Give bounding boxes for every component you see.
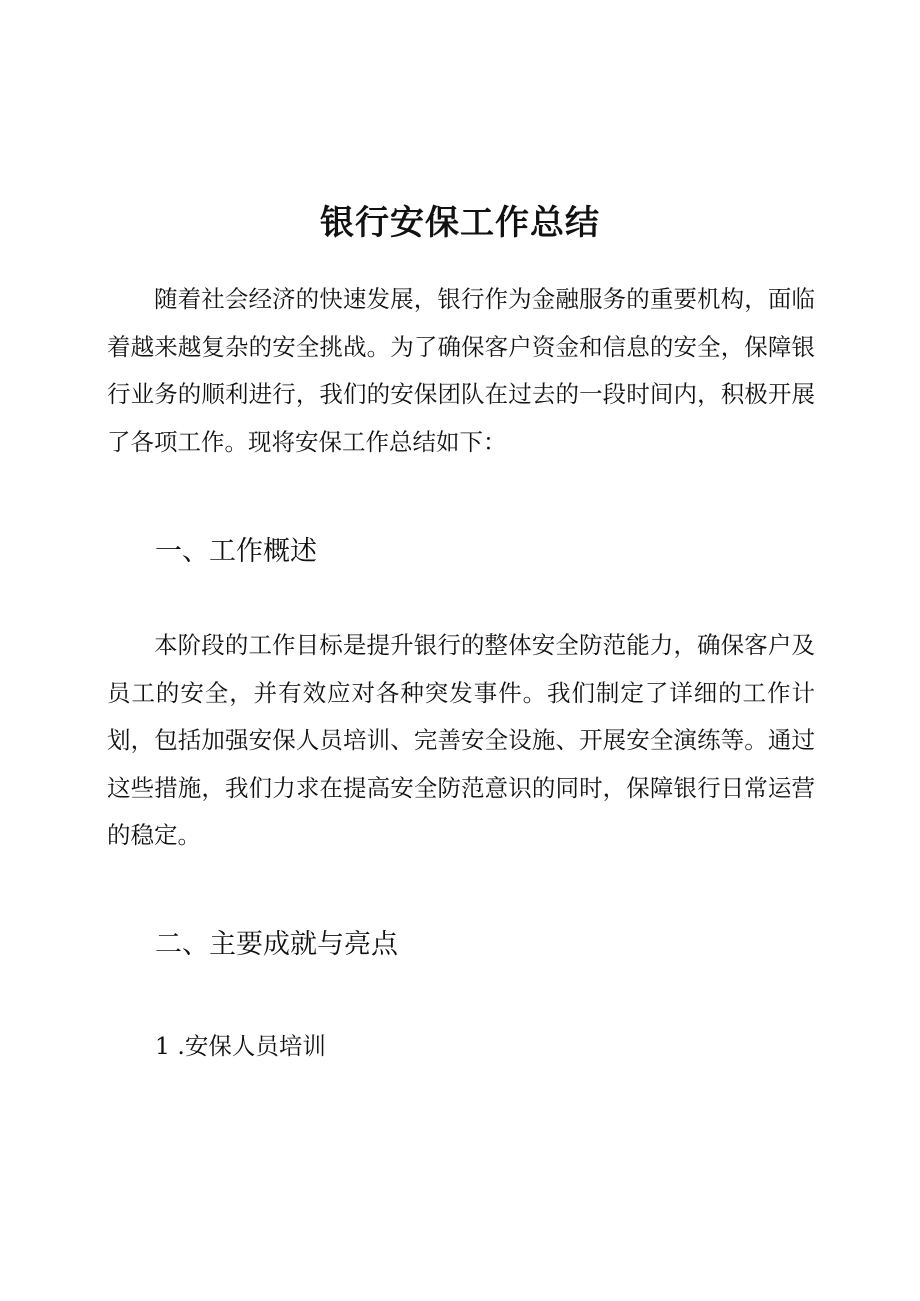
list-item-staff-training: 1 .安保人员培训 [155,1032,326,1060]
overview-paragraph: 本阶段的工作目标是提升银行的整体安全防范能力，确保客户及员工的安全，并有效应对各种突发事件。我们制定了详细的工作计划，包括加强安保人员培训、完善安全设施、开展安全演练等。通过这些措施，我们力求在提高安全防范意识的同时，保障银行日常运营的稳定。 [107,631,815,849]
intro-paragraph: 随着社会经济的快速发展，银行作为金融服务的重要机构，面临着越来越复杂的安全挑战。为了确保客户资金和信息的安全，保障银行业务的顺利进行，我们的安保团队在过去的一段时间内，积极开展了各项工作。现将安保工作总结如下： [107,285,815,456]
document-title: 银行安保工作总结 [320,202,600,243]
section-heading-achievements: 二、主要成就与亮点 [155,929,398,960]
section-heading-overview: 一、工作概述 [155,536,317,567]
